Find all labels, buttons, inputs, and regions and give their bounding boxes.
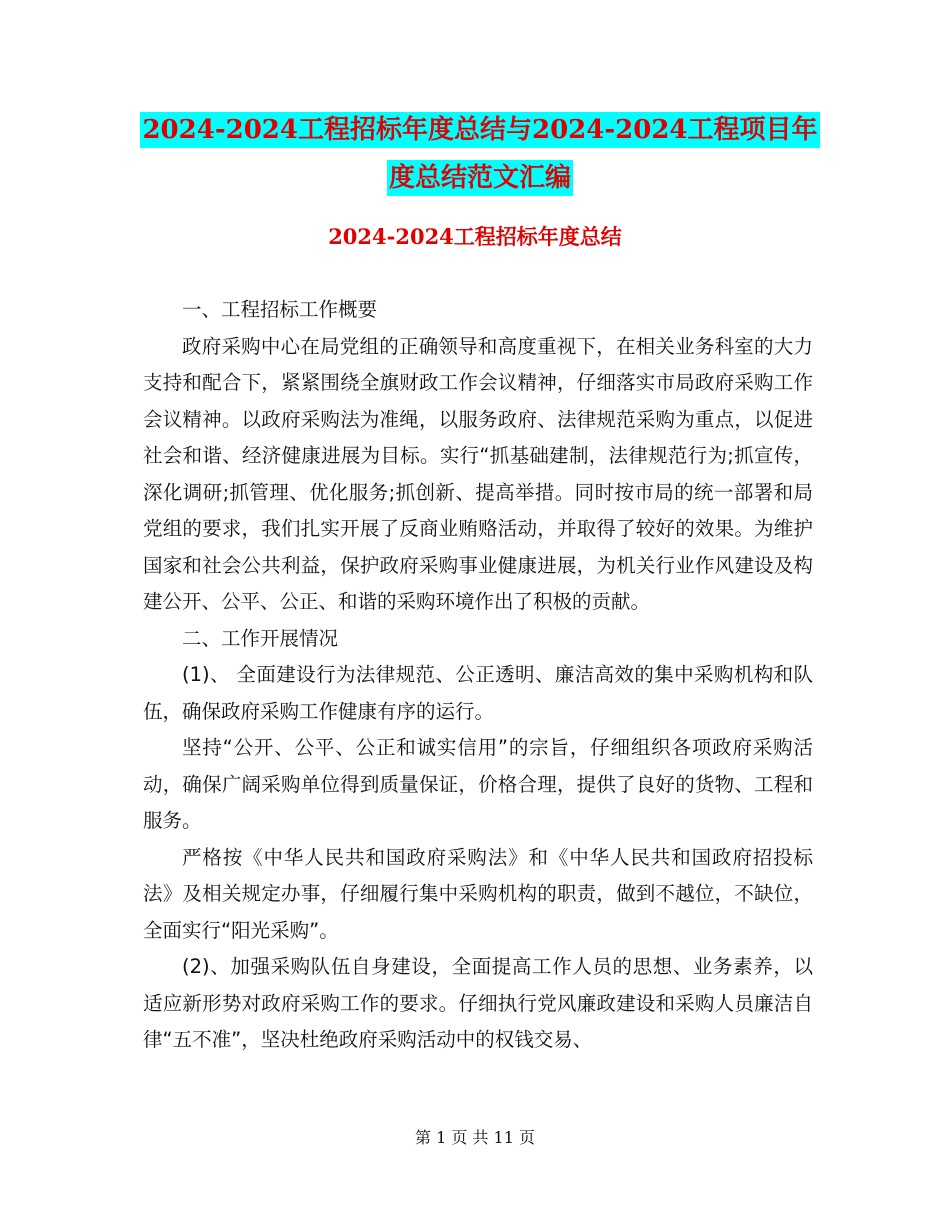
- paragraph-heading-1: 一、工程招标工作概要: [182, 298, 378, 321]
- title-line-2: 度总结范文汇编: [387, 160, 573, 196]
- paragraph: 严格按《中华人民共和国政府采购法》和《中华人民共和国政府招投标法》及相关规定办事，仔细履行集中采购机构的职责，做到不越位，不缺位，全面实行“阳光采购”。: [143, 845, 813, 942]
- body-text: [143, 292, 813, 1059]
- paragraph: 坚持“公开、公平、公正和诚实信用”的宗旨，仔细组织各项政府采购活动，确保广阔采购单位得到质量保证，价格合理，提供了良好的货物、工程和服务。: [143, 736, 813, 832]
- paragraph: (2)、加强采购队伍自身建设，全面提高工作人员的思想、业务素养，以适应新形势对政府采购工作的要求。仔细执行党风廉政建设和采购人员廉洁自律“五不准”，坚决杜绝政府采购活动中的权钱交易、: [143, 955, 813, 1051]
- paragraph-heading-2: 二、工作开展情况: [182, 626, 339, 650]
- page-footer: 第 1 页 共 11 页: [415, 1128, 535, 1147]
- title-line-1: 2024-2024工程招标年度总结与2024-2024工程项目年: [140, 112, 819, 148]
- document-title: [130, 112, 830, 196]
- paragraph: (1)、 全面建设行为法律规范、公正透明、廉洁高效的集中采购机构和队伍，确保政府采购工作健康有序的运行。: [143, 663, 813, 723]
- section-heading: 2024-2024工程招标年度总结: [328, 224, 622, 249]
- paragraph: 政府采购中心在局党组的正确领导和高度重视下，在相关业务科室的大力支持和配合下，紧紧围绕全旗财政工作会议精神，仔细落实市局政府采购工作会议精神。以政府采购法为准绳，以服务政府、法律规范采购为重点，以促进社会和谐、经济健康进展为目标。实行“抓基础建制，法律规范行为;抓宣传，深化调研;抓管理、优化服务;抓创新、提高举措。同时按市局的统一部署和局党组的要求，我们扎实开展了反商业贿赂活动，并取得了较好的效果。为维护国家和社会公共利益，保护政府采购事业健康进展，为机关行业作风建设及构建公开、公平、公正、和谐的采购环境作出了积极的贡献。: [143, 334, 813, 613]
